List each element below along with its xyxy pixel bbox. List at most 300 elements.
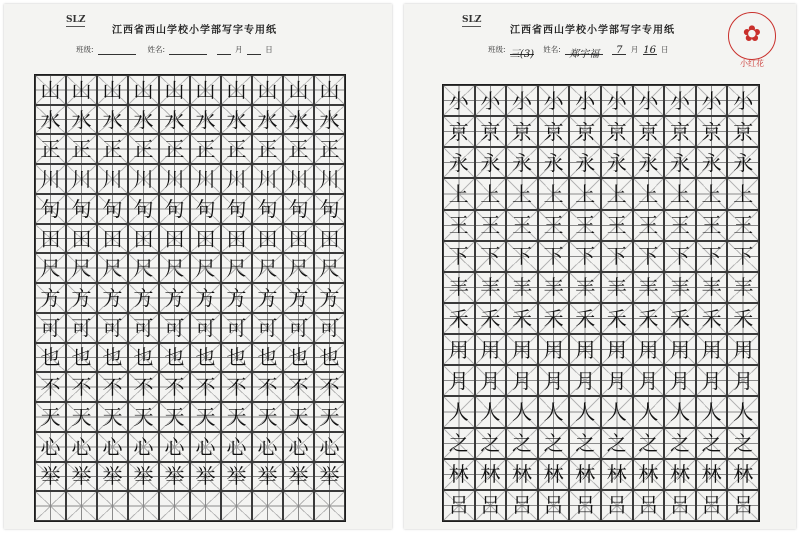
grid-cell: 尺 bbox=[159, 253, 190, 283]
grid-cell: 川 bbox=[283, 164, 314, 194]
grid-cell: 心 bbox=[314, 432, 345, 462]
grid-cell: 天 bbox=[283, 402, 314, 432]
grid-cell: 田 bbox=[252, 224, 283, 254]
grid-cell: 上 bbox=[506, 178, 538, 209]
grid-cell: 禾 bbox=[664, 303, 696, 334]
grid-cell: 吕 bbox=[664, 490, 696, 521]
grid-cell: 尺 bbox=[283, 253, 314, 283]
grid-cell: 心 bbox=[221, 432, 252, 462]
grid-cell: 小 bbox=[727, 85, 759, 116]
grid-cell: 上 bbox=[569, 178, 601, 209]
grid-cell: 不 bbox=[35, 372, 66, 402]
grid-cell: 小 bbox=[696, 85, 728, 116]
grid-cell: 尺 bbox=[97, 253, 128, 283]
grid-cell: 下 bbox=[664, 241, 696, 272]
grid-cell: 不 bbox=[190, 372, 221, 402]
grid-cell: 天 bbox=[252, 402, 283, 432]
grid-cell: 人 bbox=[569, 396, 601, 427]
grid-cell: 王 bbox=[506, 210, 538, 241]
grid-cell: 正 bbox=[97, 134, 128, 164]
right-practice-sheet bbox=[404, 4, 796, 529]
grid-cell: 京 bbox=[475, 116, 507, 147]
grid-cell: 京 bbox=[506, 116, 538, 147]
practice-grid bbox=[34, 74, 346, 522]
grid-cell: 也 bbox=[159, 343, 190, 373]
grid-cell: 川 bbox=[314, 164, 345, 194]
grid-cell: 天 bbox=[66, 402, 97, 432]
grid-cell: 京 bbox=[601, 116, 633, 147]
grid-cell: 川 bbox=[159, 164, 190, 194]
grid-cell: 可 bbox=[128, 313, 159, 343]
grid-cell: 下 bbox=[727, 241, 759, 272]
grid-cell: 举 bbox=[97, 462, 128, 492]
grid-cell: 山 bbox=[252, 75, 283, 105]
grid-cell: 吕 bbox=[601, 490, 633, 521]
month-label: 月 bbox=[630, 45, 639, 54]
grid-cell bbox=[97, 491, 128, 521]
grid-cell: 尺 bbox=[252, 253, 283, 283]
grid-cell: 吕 bbox=[475, 490, 507, 521]
grid-cell: 可 bbox=[252, 313, 283, 343]
grid-cell: 山 bbox=[97, 75, 128, 105]
grid-cell: 可 bbox=[159, 313, 190, 343]
month-label: 月 bbox=[234, 45, 243, 54]
grid-cell: 上 bbox=[601, 178, 633, 209]
grid-cell: 水 bbox=[66, 105, 97, 135]
grid-cell: 川 bbox=[128, 164, 159, 194]
info-row bbox=[488, 44, 671, 60]
grid-cell: 正 bbox=[66, 134, 97, 164]
grid-cell: 下 bbox=[538, 241, 570, 272]
grid-cell: 禾 bbox=[538, 303, 570, 334]
grid-cell: 水 bbox=[35, 105, 66, 135]
info-row bbox=[76, 44, 275, 55]
grid-cell: 人 bbox=[633, 396, 665, 427]
name-field bbox=[169, 45, 207, 55]
name-field: 郑宇福 bbox=[565, 45, 603, 55]
grid-cell: 举 bbox=[66, 462, 97, 492]
day-field: 16 bbox=[643, 45, 656, 56]
grid-cell: 人 bbox=[538, 396, 570, 427]
grid-cell: 吕 bbox=[506, 490, 538, 521]
grid-cell: 心 bbox=[159, 432, 190, 462]
grid-cell: 上 bbox=[475, 178, 507, 209]
grid-cell: 王 bbox=[727, 210, 759, 241]
grid-cell: 句 bbox=[35, 194, 66, 224]
flower-stamp-icon: ✿ bbox=[728, 12, 776, 60]
grid-cell: 天 bbox=[190, 402, 221, 432]
grid-cell: 上 bbox=[696, 178, 728, 209]
grid-cell: 上 bbox=[633, 178, 665, 209]
class-label: 班级: bbox=[76, 45, 94, 54]
grid-cell: 田 bbox=[35, 224, 66, 254]
grid-cell: 吕 bbox=[443, 490, 475, 521]
grid-cell: 上 bbox=[443, 178, 475, 209]
grid-cell: 禾 bbox=[475, 303, 507, 334]
grid-cell: 京 bbox=[633, 116, 665, 147]
grid-cell: 月 bbox=[538, 365, 570, 396]
grid-cell: 人 bbox=[727, 396, 759, 427]
grid-cell: 人 bbox=[696, 396, 728, 427]
grid-cell: 山 bbox=[159, 75, 190, 105]
grid-cell: 田 bbox=[314, 224, 345, 254]
grid-cell: 上 bbox=[727, 178, 759, 209]
grid-cell: 丰 bbox=[475, 272, 507, 303]
grid-cell: 吕 bbox=[538, 490, 570, 521]
grid-cell: 下 bbox=[633, 241, 665, 272]
grid-cell: 月 bbox=[443, 365, 475, 396]
grid-cell: 尺 bbox=[35, 253, 66, 283]
sheet-title: 江西省西山学校小学部写字专用纸 bbox=[112, 25, 277, 36]
grid-cell: 王 bbox=[696, 210, 728, 241]
grid-cell: 用 bbox=[696, 334, 728, 365]
grid-cell: 禾 bbox=[569, 303, 601, 334]
grid-cell bbox=[35, 491, 66, 521]
grid-cell: 尺 bbox=[221, 253, 252, 283]
grid-cell: 田 bbox=[66, 224, 97, 254]
grid-cell: 山 bbox=[221, 75, 252, 105]
grid-cell: 永 bbox=[633, 147, 665, 178]
grid-cell: 丰 bbox=[569, 272, 601, 303]
grid-cell: 吕 bbox=[633, 490, 665, 521]
grid-cell: 心 bbox=[97, 432, 128, 462]
grid-cell: 下 bbox=[569, 241, 601, 272]
grid-cell: 田 bbox=[190, 224, 221, 254]
grid-cell: 水 bbox=[283, 105, 314, 135]
grid-cell bbox=[314, 491, 345, 521]
grid-cell: 山 bbox=[283, 75, 314, 105]
grid-cell: 正 bbox=[314, 134, 345, 164]
grid-cell: 不 bbox=[283, 372, 314, 402]
grid-cell: 永 bbox=[475, 147, 507, 178]
grid-cell: 用 bbox=[538, 334, 570, 365]
grid-cell: 之 bbox=[443, 428, 475, 459]
grid-cell: 水 bbox=[190, 105, 221, 135]
sheet-title: 江西省西山学校小学部写字专用纸 bbox=[510, 25, 675, 36]
grid-cell: 王 bbox=[569, 210, 601, 241]
name-label: 姓名: bbox=[147, 45, 165, 54]
grid-cell: 举 bbox=[283, 462, 314, 492]
grid-cell: 也 bbox=[66, 343, 97, 373]
grid-cell: 人 bbox=[601, 396, 633, 427]
grid-cell: 吕 bbox=[727, 490, 759, 521]
grid-cell: 天 bbox=[128, 402, 159, 432]
grid-cell: 之 bbox=[569, 428, 601, 459]
grid-cell: 林 bbox=[475, 459, 507, 490]
grid-cell: 京 bbox=[538, 116, 570, 147]
grid-cell: 王 bbox=[601, 210, 633, 241]
grid-cell: 也 bbox=[314, 343, 345, 373]
grid-cell: 心 bbox=[66, 432, 97, 462]
grid-cell: 举 bbox=[314, 462, 345, 492]
grid-cell: 水 bbox=[159, 105, 190, 135]
grid-cell: 举 bbox=[221, 462, 252, 492]
grid-cell: 京 bbox=[727, 116, 759, 147]
grid-cell: 之 bbox=[664, 428, 696, 459]
grid-cell: 句 bbox=[159, 194, 190, 224]
grid-cell: 句 bbox=[128, 194, 159, 224]
grid-cell: 之 bbox=[601, 428, 633, 459]
grid-cell: 丰 bbox=[696, 272, 728, 303]
grid-cell: 月 bbox=[569, 365, 601, 396]
grid-cell: 也 bbox=[283, 343, 314, 373]
grid-cell: 天 bbox=[159, 402, 190, 432]
grid-cell: 川 bbox=[66, 164, 97, 194]
grid-cell: 田 bbox=[159, 224, 190, 254]
grid-cell: 句 bbox=[314, 194, 345, 224]
grid-cell: 田 bbox=[283, 224, 314, 254]
grid-cell: 下 bbox=[443, 241, 475, 272]
grid-cell: 举 bbox=[159, 462, 190, 492]
day-label: 日 bbox=[661, 45, 669, 54]
grid-cell: 心 bbox=[252, 432, 283, 462]
grid-cell: 下 bbox=[696, 241, 728, 272]
grid-cell: 禾 bbox=[696, 303, 728, 334]
grid-cell: 尺 bbox=[190, 253, 221, 283]
grid-cell: 人 bbox=[664, 396, 696, 427]
month-field bbox=[217, 45, 231, 55]
grid-cell: 可 bbox=[35, 313, 66, 343]
grid-cell: 丰 bbox=[664, 272, 696, 303]
stamp-label: 小红花 bbox=[740, 59, 764, 68]
grid-cell: 小 bbox=[538, 85, 570, 116]
grid-cell: 不 bbox=[97, 372, 128, 402]
grid-cell: 林 bbox=[664, 459, 696, 490]
grid-cell: 山 bbox=[35, 75, 66, 105]
grid-cell: 丰 bbox=[727, 272, 759, 303]
grid-cell bbox=[190, 491, 221, 521]
grid-cell: 举 bbox=[190, 462, 221, 492]
grid-cell: 举 bbox=[252, 462, 283, 492]
grid-cell: 京 bbox=[664, 116, 696, 147]
grid-cell: 永 bbox=[664, 147, 696, 178]
grid-cell: 也 bbox=[221, 343, 252, 373]
grid-cell: 小 bbox=[443, 85, 475, 116]
grid-cell: 人 bbox=[475, 396, 507, 427]
grid-cell: 川 bbox=[35, 164, 66, 194]
grid-cell bbox=[283, 491, 314, 521]
grid-cell: 永 bbox=[727, 147, 759, 178]
grid-cell: 山 bbox=[190, 75, 221, 105]
grid-cell: 之 bbox=[633, 428, 665, 459]
grid-cell: 也 bbox=[252, 343, 283, 373]
grid-cell: 方 bbox=[97, 283, 128, 313]
grid-cell: 之 bbox=[475, 428, 507, 459]
grid-cell: 水 bbox=[128, 105, 159, 135]
grid-cell: 林 bbox=[443, 459, 475, 490]
grid-cell bbox=[221, 491, 252, 521]
grid-cell: 禾 bbox=[633, 303, 665, 334]
grid-cell: 也 bbox=[190, 343, 221, 373]
grid-cell: 上 bbox=[538, 178, 570, 209]
grid-cell: 禾 bbox=[727, 303, 759, 334]
grid-cell: 句 bbox=[283, 194, 314, 224]
school-logo: SLZ bbox=[66, 15, 86, 25]
grid-cell: 月 bbox=[601, 365, 633, 396]
grid-cell: 心 bbox=[35, 432, 66, 462]
grid-cell: 用 bbox=[633, 334, 665, 365]
grid-cell: 吕 bbox=[696, 490, 728, 521]
grid-cell: 川 bbox=[252, 164, 283, 194]
grid-cell: 方 bbox=[128, 283, 159, 313]
grid-cell: 尺 bbox=[66, 253, 97, 283]
grid-cell: 田 bbox=[97, 224, 128, 254]
grid-cell: 丰 bbox=[538, 272, 570, 303]
grid-cell: 王 bbox=[664, 210, 696, 241]
grid-cell: 之 bbox=[727, 428, 759, 459]
grid-cell: 水 bbox=[97, 105, 128, 135]
grid-cell: 也 bbox=[35, 343, 66, 373]
grid-cell: 水 bbox=[221, 105, 252, 135]
grid-cell: 天 bbox=[97, 402, 128, 432]
grid-cell: 林 bbox=[538, 459, 570, 490]
left-practice-sheet bbox=[4, 4, 392, 529]
grid-cell: 可 bbox=[97, 313, 128, 343]
grid-cell: 句 bbox=[252, 194, 283, 224]
grid-cell: 可 bbox=[314, 313, 345, 343]
grid-cell: 山 bbox=[314, 75, 345, 105]
grid-cell: 天 bbox=[314, 402, 345, 432]
grid-cell: 下 bbox=[601, 241, 633, 272]
name-label: 姓名: bbox=[543, 45, 561, 54]
grid-cell: 永 bbox=[506, 147, 538, 178]
grid-cell: 正 bbox=[283, 134, 314, 164]
grid-cell: 也 bbox=[128, 343, 159, 373]
grid-cell: 可 bbox=[66, 313, 97, 343]
grid-cell: 王 bbox=[443, 210, 475, 241]
grid-cell: 用 bbox=[475, 334, 507, 365]
grid-cell: 丰 bbox=[506, 272, 538, 303]
grid-cell: 可 bbox=[221, 313, 252, 343]
grid-cell: 丰 bbox=[443, 272, 475, 303]
grid-cell: 山 bbox=[66, 75, 97, 105]
grid-cell: 田 bbox=[128, 224, 159, 254]
grid-cell: 方 bbox=[221, 283, 252, 313]
grid-cell: 京 bbox=[696, 116, 728, 147]
grid-cell: 人 bbox=[443, 396, 475, 427]
grid-cell: 小 bbox=[633, 85, 665, 116]
grid-cell: 王 bbox=[475, 210, 507, 241]
grid-cell: 正 bbox=[35, 134, 66, 164]
grid-cell: 川 bbox=[190, 164, 221, 194]
grid-cell: 京 bbox=[443, 116, 475, 147]
grid-cell: 正 bbox=[221, 134, 252, 164]
grid-cell: 王 bbox=[633, 210, 665, 241]
grid-cell: 下 bbox=[475, 241, 507, 272]
grid-cell: 林 bbox=[633, 459, 665, 490]
month-field: 7 bbox=[612, 45, 626, 55]
grid-cell: 天 bbox=[221, 402, 252, 432]
grid-cell: 川 bbox=[97, 164, 128, 194]
grid-cell: 禾 bbox=[506, 303, 538, 334]
grid-cell: 上 bbox=[664, 178, 696, 209]
grid-cell: 永 bbox=[601, 147, 633, 178]
grid-cell: 举 bbox=[128, 462, 159, 492]
grid-cell bbox=[159, 491, 190, 521]
grid-cell: 用 bbox=[601, 334, 633, 365]
grid-cell: 可 bbox=[283, 313, 314, 343]
grid-cell: 林 bbox=[696, 459, 728, 490]
grid-cell: 永 bbox=[569, 147, 601, 178]
grid-cell: 方 bbox=[159, 283, 190, 313]
grid-cell bbox=[252, 491, 283, 521]
grid-cell: 不 bbox=[252, 372, 283, 402]
grid-cell: 之 bbox=[506, 428, 538, 459]
grid-cell: 丰 bbox=[633, 272, 665, 303]
grid-cell: 水 bbox=[314, 105, 345, 135]
grid-cell: 句 bbox=[190, 194, 221, 224]
grid-cell: 吕 bbox=[569, 490, 601, 521]
grid-cell: 用 bbox=[506, 334, 538, 365]
grid-cell: 林 bbox=[601, 459, 633, 490]
grid-cell: 用 bbox=[664, 334, 696, 365]
grid-cell: 正 bbox=[128, 134, 159, 164]
grid-cell: 举 bbox=[35, 462, 66, 492]
class-field: 三(3) bbox=[510, 45, 534, 55]
grid-cell: 不 bbox=[128, 372, 159, 402]
grid-cell: 尺 bbox=[314, 253, 345, 283]
grid-cell: 方 bbox=[252, 283, 283, 313]
grid-cell: 小 bbox=[601, 85, 633, 116]
grid-cell: 京 bbox=[569, 116, 601, 147]
grid-cell: 小 bbox=[664, 85, 696, 116]
grid-cell: 月 bbox=[475, 365, 507, 396]
grid-cell: 用 bbox=[569, 334, 601, 365]
grid-cell: 月 bbox=[727, 365, 759, 396]
grid-cell: 尺 bbox=[128, 253, 159, 283]
grid-cell: 方 bbox=[283, 283, 314, 313]
grid-cell: 人 bbox=[506, 396, 538, 427]
grid-cell: 月 bbox=[696, 365, 728, 396]
grid-cell: 川 bbox=[221, 164, 252, 194]
grid-cell: 句 bbox=[97, 194, 128, 224]
class-field bbox=[98, 45, 136, 55]
grid-cell: 之 bbox=[696, 428, 728, 459]
grid-cell: 月 bbox=[506, 365, 538, 396]
grid-cell: 不 bbox=[314, 372, 345, 402]
grid-cell: 禾 bbox=[601, 303, 633, 334]
grid-cell: 禾 bbox=[443, 303, 475, 334]
grid-cell: 丰 bbox=[601, 272, 633, 303]
grid-cell: 心 bbox=[283, 432, 314, 462]
grid-cell: 不 bbox=[66, 372, 97, 402]
grid-cell: 小 bbox=[475, 85, 507, 116]
grid-cell: 方 bbox=[66, 283, 97, 313]
class-label: 班级: bbox=[488, 45, 506, 54]
grid-cell: 山 bbox=[128, 75, 159, 105]
grid-cell: 心 bbox=[190, 432, 221, 462]
day-field bbox=[247, 45, 261, 55]
grid-cell: 水 bbox=[252, 105, 283, 135]
grid-cell: 用 bbox=[443, 334, 475, 365]
grid-cell: 方 bbox=[190, 283, 221, 313]
grid-cell: 月 bbox=[664, 365, 696, 396]
grid-cell: 心 bbox=[128, 432, 159, 462]
grid-cell: 可 bbox=[190, 313, 221, 343]
grid-cell: 之 bbox=[538, 428, 570, 459]
school-logo: SLZ bbox=[462, 15, 482, 25]
grid-cell: 方 bbox=[35, 283, 66, 313]
practice-grid bbox=[442, 84, 760, 522]
grid-cell: 句 bbox=[66, 194, 97, 224]
grid-cell: 句 bbox=[221, 194, 252, 224]
grid-cell: 不 bbox=[221, 372, 252, 402]
day-label: 日 bbox=[265, 45, 273, 54]
grid-cell: 小 bbox=[506, 85, 538, 116]
grid-cell: 田 bbox=[221, 224, 252, 254]
grid-cell: 天 bbox=[35, 402, 66, 432]
grid-cell: 林 bbox=[506, 459, 538, 490]
